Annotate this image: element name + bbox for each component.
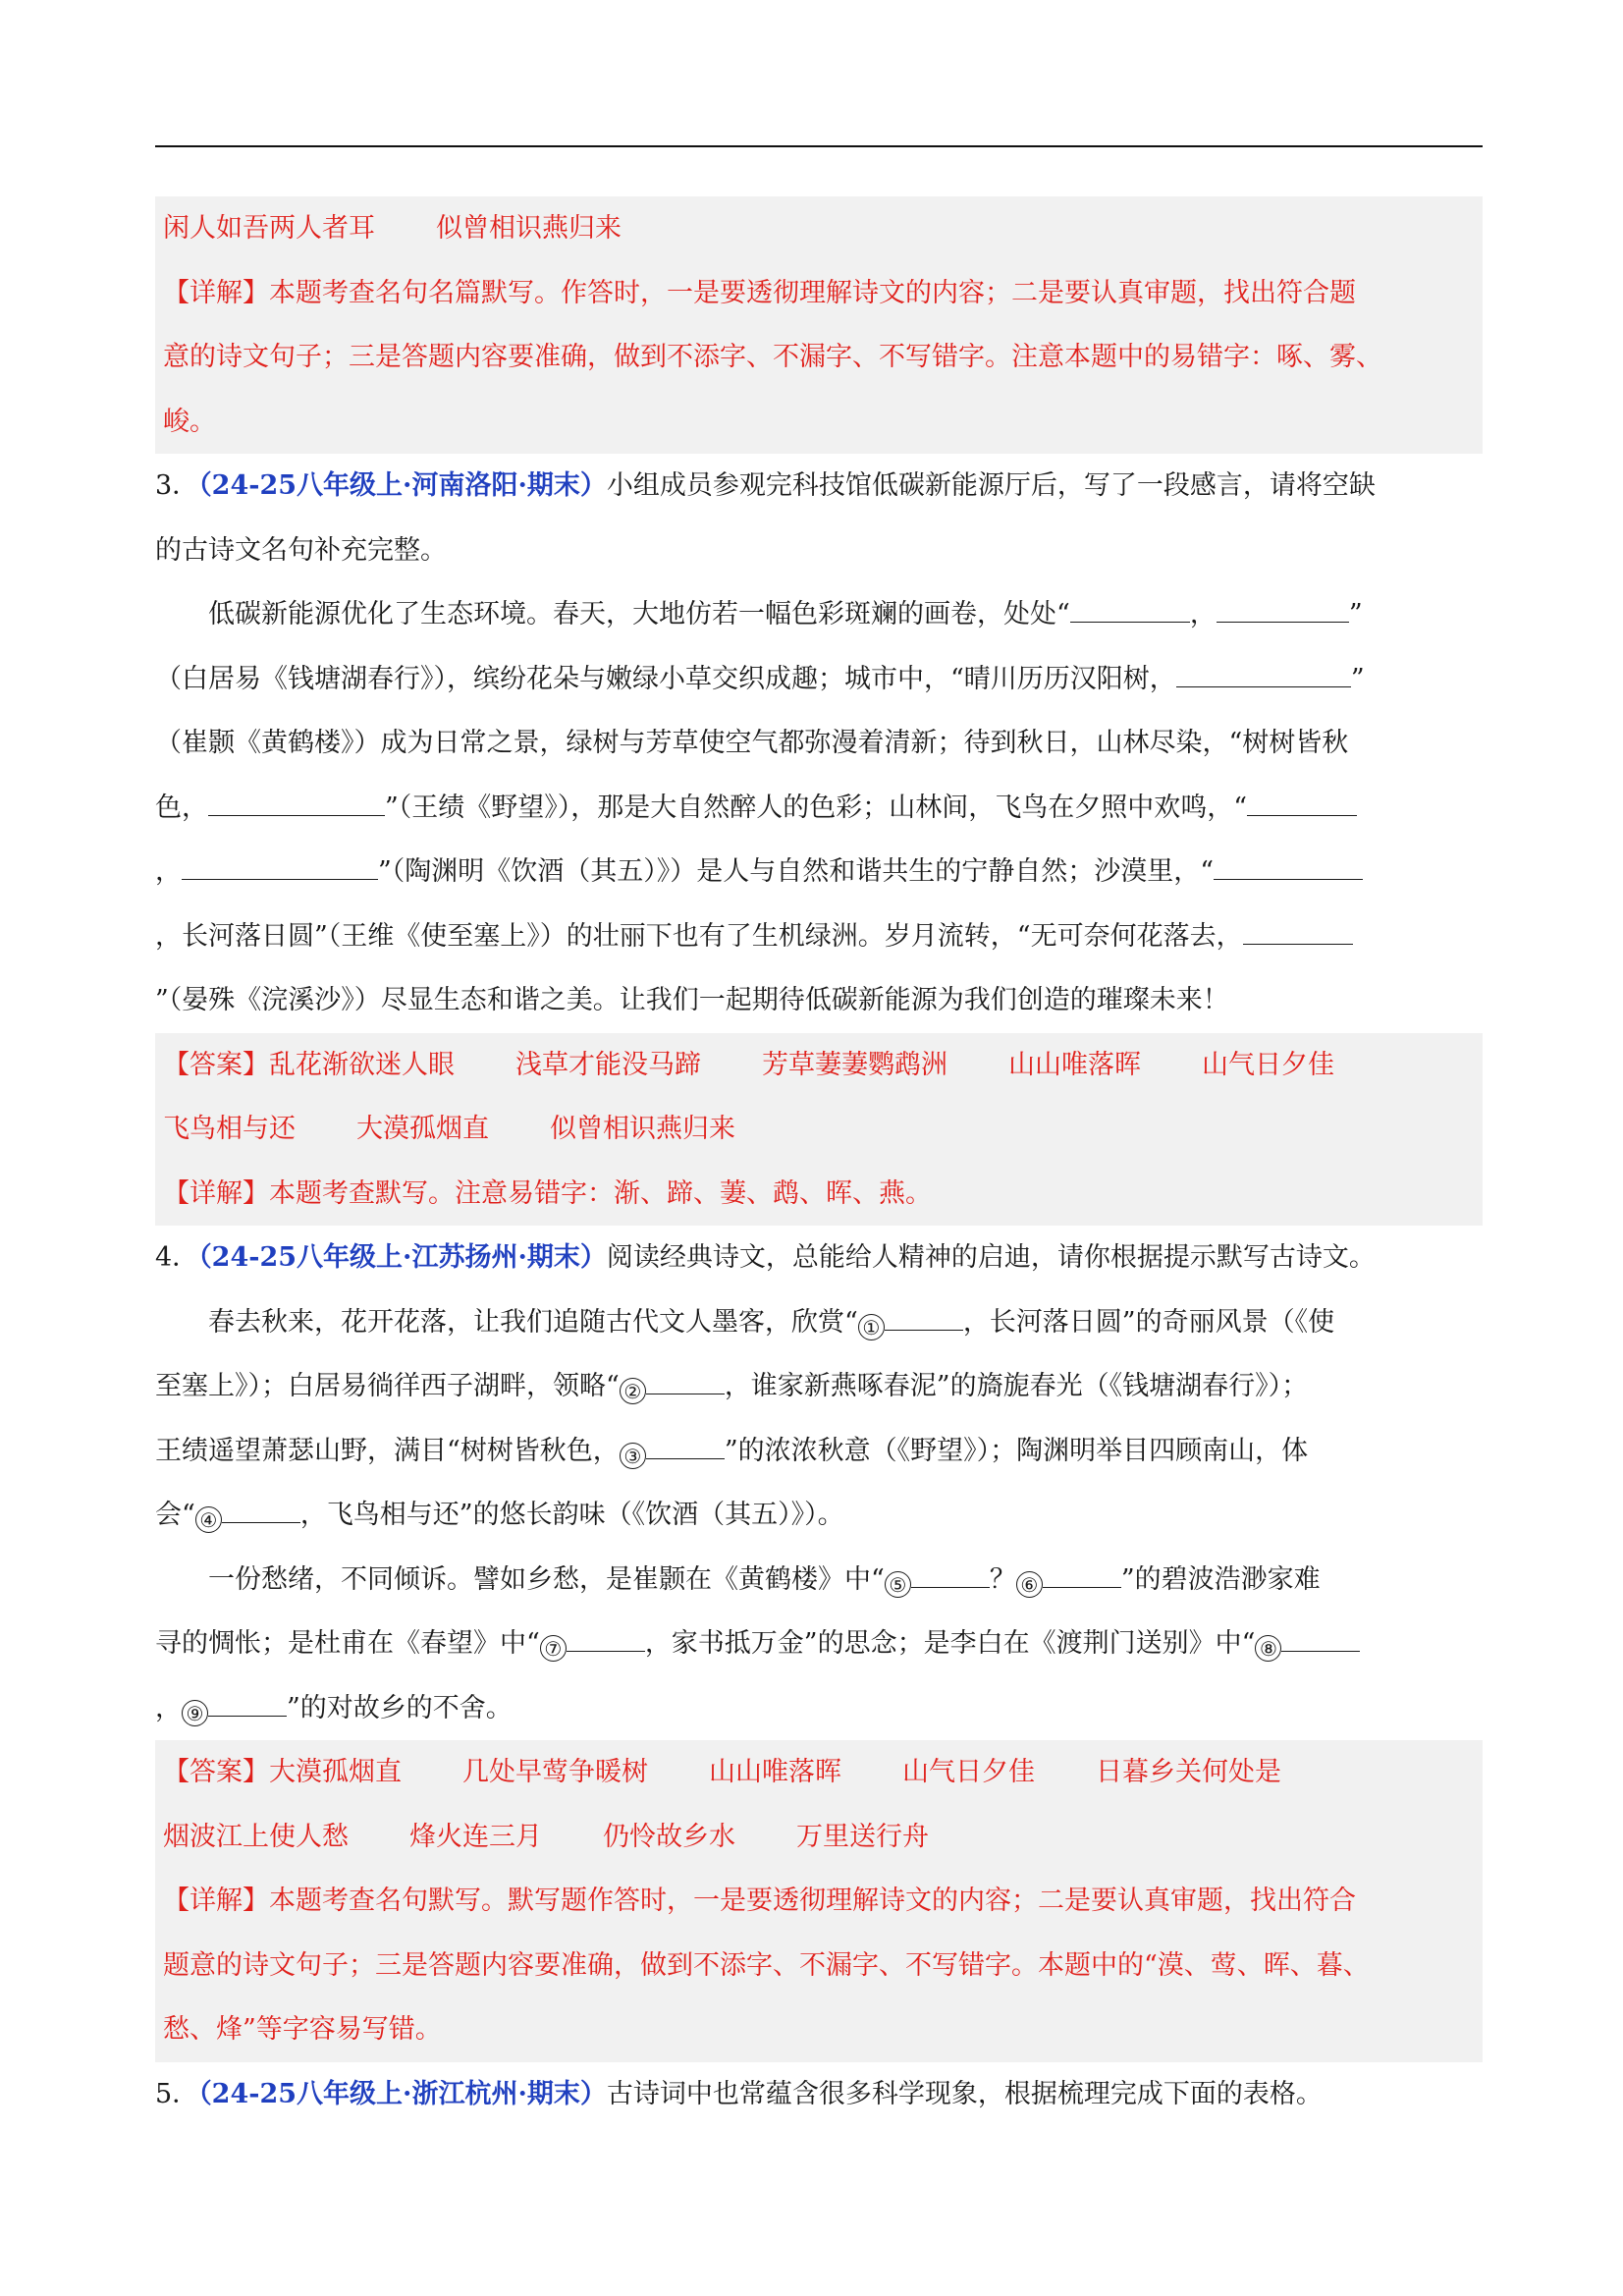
q4-a3: 王绩遥望萧瑟山野，满目“树树皆秋色，	[155, 1435, 620, 1466]
q3-ans-8: 似曾相识燕归来	[550, 1114, 735, 1144]
q4-ans-4: 山气日夕佳	[902, 1757, 1035, 1787]
prev-detail-tag: 【详解】	[163, 277, 269, 308]
q4-blank-4[interactable]	[222, 1501, 300, 1523]
q4-ans-3: 山山唯落晖	[709, 1757, 841, 1787]
q4-blank-9[interactable]	[208, 1694, 287, 1717]
q4-ans-9: 万里送行舟	[796, 1821, 929, 1852]
q3-blank-3[interactable]	[1176, 665, 1351, 687]
q3-p5-b: ”（陶渊明《饮酒（其五）》）是人与自然和谐共生的宁静自然；沙漠里，“	[378, 856, 1215, 887]
q4-blank-2[interactable]	[646, 1372, 725, 1394]
q3-p4-a: 色，	[155, 792, 208, 823]
q4-passage-b-line-2	[155, 1612, 1483, 1676]
q4-ans-5: 日暮乡关何处是	[1096, 1757, 1281, 1787]
q3-ans-5: 山气日夕佳	[1202, 1049, 1334, 1080]
q5-prompt: 古诗词中也常蕴含很多科学现象，根据梳理完成下面的表格。	[606, 2078, 1323, 2109]
q3-passage-line-1	[155, 582, 1483, 647]
q4-b1: 一份愁绪，不同倾诉。譬如乡愁，是崔颢在《黄鹤楼》中“	[208, 1563, 885, 1595]
q3-passage-line-7	[155, 968, 1483, 1033]
q4-detail-line-1	[163, 1869, 1475, 1934]
q3-answer-line-2	[163, 1097, 1475, 1162]
prev-answer-1: 闲人如吾两人者耳	[163, 213, 375, 244]
q3-p2-end: ”	[1350, 663, 1365, 694]
q4-mark-7: ⑦	[540, 1635, 567, 1662]
prev-detail-text-1: 本题考查名句名篇默写。作答时，一是要透彻理解诗文的内容；二是要认真审题，找出符合题	[269, 277, 1356, 308]
q4-number: 4．	[155, 1242, 199, 1273]
q4-ans-7: 烽火连三月	[409, 1821, 542, 1852]
prev-detail-text-3: 峻。	[163, 406, 216, 437]
q3-prompt-line-2	[155, 519, 1483, 583]
q3-p4-b: ”（王绩《野望》），那是大自然醉人的色彩；山林间，飞鸟在夕照中欢鸣，“	[385, 792, 1248, 823]
q4-ans-2: 几处早莺争暖树	[462, 1757, 648, 1787]
prev-detail-text-2: 意的诗文句子；三是答题内容要准确，做到不添字、不漏字、不写错字。注意本题中的易错字：啄、雾、	[163, 342, 1382, 372]
q4-detail-tag: 【详解】	[163, 1886, 269, 1916]
q3-passage-line-2	[155, 647, 1483, 712]
q3-answer-box	[155, 1033, 1483, 1227]
q3-blank-7[interactable]	[1214, 857, 1363, 880]
q3-prompt-1: 小组成员参观完科技馆低碳新能源厅后，写了一段感言，请将空缺	[606, 470, 1376, 501]
q4-answer-line-1	[163, 1740, 1475, 1805]
q3-passage-line-5	[155, 840, 1483, 904]
q4-a4: 会“	[155, 1500, 195, 1530]
prev-answer-2: 似曾相识燕归来	[436, 213, 622, 244]
q4-detail-text-3: 愁、烽”等字容易写错。	[163, 2014, 442, 2045]
q4-passage-b-line-3	[155, 1676, 1483, 1741]
q3-detail-line	[163, 1162, 1475, 1227]
q3-header	[155, 454, 1483, 519]
q3-answer-tag: 【答案】	[163, 1049, 269, 1080]
q3-p5-a: ，	[155, 856, 182, 887]
q3-answer-line-1	[163, 1033, 1475, 1098]
q3-p3: （崔颢《黄鹤楼》）成为日常之景，绿树与芳草使空气都弥漫着清新；待到秋日，山林尽染，“树树皆秋	[155, 728, 1349, 758]
q4-a1-b: ，长河落日圆”的奇丽风景（《使	[962, 1306, 1335, 1338]
q4-mark-2: ②	[620, 1378, 646, 1404]
q4-detail-text-1: 本题考查名句默写。默写题作答时，一是要透彻理解诗文的内容；二是要认真审题，找出符合	[269, 1886, 1356, 1916]
q4-mark-9: ⑨	[182, 1700, 208, 1726]
document-body	[155, 196, 1483, 2126]
prev-detail-line-3	[163, 390, 1475, 455]
q3-ans-6: 飞鸟相与还	[163, 1114, 296, 1144]
q3-detail-tag: 【详解】	[163, 1177, 269, 1209]
q4-source: （24-25八年级上·江苏扬州·期末）	[198, 1242, 607, 1273]
q4-mark-3: ③	[620, 1443, 646, 1469]
q4-mark-6: ⑥	[1016, 1571, 1043, 1598]
q5-header	[155, 2062, 1483, 2127]
q4-blank-1[interactable]	[885, 1308, 963, 1331]
q3-source: （24-25八年级上·河南洛阳·期末）	[198, 470, 607, 501]
q4-prompt: 阅读经典诗文，总能给人精神的启迪，请你根据提示默写古诗文。	[606, 1242, 1376, 1273]
prev-detail-line-2	[163, 325, 1475, 390]
q4-blank-8[interactable]	[1281, 1629, 1360, 1652]
q3-p7: ”（晏殊《浣溪沙》）尽显生态和谐之美。让我们一起期待低碳新能源为我们创造的璀璨未来！	[155, 985, 1229, 1015]
q4-answer-box	[155, 1740, 1483, 2062]
q4-b3-b: ”的对故乡的不舍。	[287, 1692, 513, 1723]
q4-b1-q: ？	[989, 1563, 1016, 1595]
prev-answer-line	[163, 196, 1475, 261]
q4-passage-b-line-1	[155, 1548, 1483, 1613]
q4-a2: 至塞上》）；白居易徜徉西子湖畔，领略“	[155, 1371, 620, 1401]
q3-ans-2: 浅草才能没马蹄	[515, 1049, 701, 1080]
q4-b2-b: ，家书抵万金”的思念；是李白在《渡荆门送别》中“	[644, 1628, 1256, 1659]
q3-detail-text: 本题考查默写。注意易错字：渐、蹄、萋、鹉、晖、燕。	[269, 1177, 932, 1209]
q4-b1-b: ”的碧波浩渺家难	[1120, 1563, 1321, 1595]
q4-passage-a-line-1	[155, 1290, 1483, 1355]
q4-header	[155, 1226, 1483, 1290]
q3-p1-end: ”	[1348, 599, 1363, 629]
q4-detail-line-3	[163, 1997, 1475, 2062]
q4-mark-5: ⑤	[885, 1571, 911, 1598]
q4-mark-4: ④	[195, 1506, 222, 1533]
q4-blank-3[interactable]	[646, 1437, 725, 1459]
q3-blank-6[interactable]	[182, 857, 378, 880]
q5-number: 5．	[155, 2078, 199, 2109]
q3-ans-4: 山山唯落晖	[1008, 1049, 1141, 1080]
q3-p2: （白居易《钱塘湖春行》），缤纷花朵与嫩绿小草交织成趣；城市中，“晴川历历汉阳树，	[155, 663, 1176, 694]
q4-a4-b: ，飞鸟相与还”的悠长韵味（《饮酒（其五）》）。	[299, 1500, 844, 1530]
q4-ans-6: 烟波江上使人愁	[163, 1821, 349, 1852]
q4-b2: 寻的惆怅；是杜甫在《春望》中“	[155, 1628, 540, 1659]
q3-p1-comma: ，	[1189, 599, 1217, 629]
header-rule	[155, 145, 1483, 147]
q4-mark-8: ⑧	[1255, 1635, 1281, 1662]
q4-passage-a-line-2	[155, 1354, 1483, 1419]
q4-a2-b: ，谁家新燕啄春泥”的旖旎春光（《钱塘湖春行》）；	[724, 1371, 1309, 1401]
q4-blank-6[interactable]	[1043, 1565, 1121, 1588]
prev-detail-line-1	[163, 261, 1475, 326]
prev-answer-box	[155, 196, 1483, 454]
q3-blank-8[interactable]	[1243, 922, 1353, 945]
q4-a1: 春去秋来，花开花落，让我们追随古代文人墨客，欣赏“	[208, 1306, 858, 1338]
q3-p6: ，长河落日圆”（王维《使至塞上》）的壮丽下也有了生机绿洲。岁月流转，“无可奈何花落去，	[155, 920, 1243, 952]
q3-passage-line-3	[155, 711, 1483, 776]
q4-a3-b: ”的浓浓秋意（《野望》）；陶渊明举目四顾南山，体	[724, 1435, 1309, 1466]
q4-b3-a: ，	[155, 1692, 182, 1723]
q4-ans-1: 大漠孤烟直	[269, 1757, 402, 1787]
q3-number: 3．	[155, 470, 199, 501]
q5-source: （24-25八年级上·浙江杭州·期末）	[198, 2078, 607, 2109]
q3-ans-7: 大漠孤烟直	[356, 1114, 489, 1144]
q4-answer-tag: 【答案】	[163, 1757, 269, 1787]
q3-blank-1[interactable]	[1070, 600, 1190, 623]
q3-prompt-2: 的古诗文名句补充完整。	[155, 534, 447, 566]
q3-blank-5[interactable]	[1247, 793, 1357, 816]
q4-detail-text-2: 题意的诗文句子；三是答题内容要准确，做到不添字、不漏字、不写错字。本题中的“漠、莺、晖、暮、	[163, 1949, 1370, 1981]
q4-blank-5[interactable]	[911, 1565, 990, 1588]
q4-mark-1: ①	[858, 1314, 885, 1340]
q4-blank-7[interactable]	[567, 1629, 645, 1652]
q4-detail-line-2	[163, 1934, 1475, 1998]
q3-passage-line-4	[155, 776, 1483, 841]
q4-ans-8: 仍怜故乡水	[603, 1821, 735, 1852]
q4-passage-a-line-4	[155, 1483, 1483, 1548]
q3-blank-2[interactable]	[1217, 600, 1349, 623]
q3-ans-1: 乱花渐欲迷人眼	[269, 1049, 455, 1080]
q4-answer-line-2	[163, 1805, 1475, 1870]
q3-blank-4[interactable]	[208, 793, 385, 816]
q4-passage-a-line-3	[155, 1419, 1483, 1484]
q3-passage-line-6	[155, 904, 1483, 969]
q3-ans-3: 芳草萋萋鹦鹉洲	[762, 1049, 947, 1080]
q3-p1: 低碳新能源优化了生态环境。春天，大地仿若一幅色彩斑斓的画卷，处处“	[208, 599, 1070, 629]
